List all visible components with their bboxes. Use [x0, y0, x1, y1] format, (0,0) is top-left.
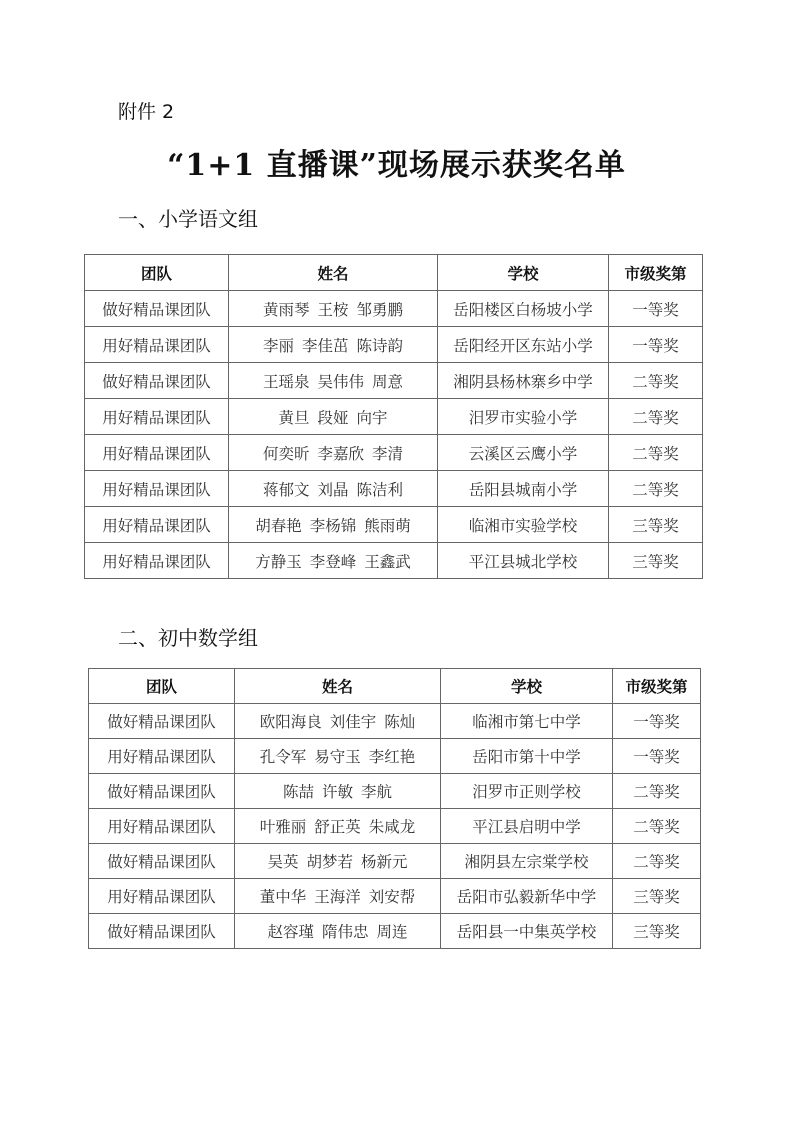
member-name: 周意: [372, 372, 404, 391]
table-row: [85, 399, 703, 435]
member-name: 欧阳海良: [259, 713, 322, 731]
team-cell: 用好精品课团队: [85, 471, 229, 507]
table-row: [85, 363, 703, 399]
column-header-school: 学校: [441, 669, 613, 704]
school-cell: 岳阳经开区东站小学: [438, 327, 609, 363]
award-cell: 二等奖: [613, 844, 701, 879]
school-cell: 临湘市实验学校: [438, 507, 609, 543]
names-cell: [229, 471, 438, 507]
member-name: 杨新元: [361, 853, 408, 871]
member-name: 段娅: [317, 408, 349, 427]
award-cell: 三等奖: [609, 507, 703, 543]
member-name: 李航: [361, 783, 393, 801]
member-name: 方静玉: [255, 552, 302, 571]
table-row: [85, 543, 703, 579]
member-name: 黄雨琴: [262, 300, 310, 319]
member-name: 李红艳: [368, 748, 416, 766]
table-row: [89, 809, 701, 844]
team-cell: 做好精品课团队: [85, 291, 229, 327]
member-name: 董中华: [259, 888, 307, 906]
member-name: 李嘉欣: [317, 444, 364, 463]
table-header-row: [89, 669, 701, 704]
award-cell: 三等奖: [609, 543, 703, 579]
column-header-award: 市级奖第: [609, 255, 703, 291]
award-cell: 二等奖: [609, 471, 703, 507]
school-cell: 岳阳县一中集英学校: [441, 914, 613, 949]
member-name: 舒正英: [314, 818, 361, 836]
column-header-school: 学校: [438, 255, 609, 291]
school-cell: 云溪区云鹰小学: [438, 435, 609, 471]
team-cell: 做好精品课团队: [85, 363, 229, 399]
team-cell: 用好精品课团队: [89, 879, 235, 914]
member-name: 陈喆: [282, 783, 314, 801]
column-header-team: 团队: [85, 255, 229, 291]
school-cell: 湘阴县左宗棠学校: [441, 844, 613, 879]
award-cell: 二等奖: [609, 399, 703, 435]
award-cell: 二等奖: [609, 363, 703, 399]
award-cell: 三等奖: [613, 879, 701, 914]
member-name: 赵容瑾: [267, 923, 314, 941]
member-name: 熊雨萌: [364, 516, 411, 535]
table-row: [89, 704, 701, 739]
names-cell: [229, 435, 438, 471]
section-heading-primary-chinese: 一、小学语文组: [118, 207, 258, 231]
school-cell: 湘阴县杨林寨乡中学: [438, 363, 609, 399]
names-cell: [229, 291, 438, 327]
member-name: 李清: [372, 444, 404, 463]
member-name: 胡春艳: [255, 516, 302, 535]
names-cell: [229, 543, 438, 579]
member-name: 王桉: [317, 300, 349, 319]
member-name: 陈诗韵: [356, 336, 404, 355]
table-row: [89, 879, 701, 914]
column-header-team: 团队: [89, 669, 235, 704]
award-cell: 一等奖: [613, 704, 701, 739]
school-cell: 岳阳市弘毅新华中学: [441, 879, 613, 914]
team-cell: 做好精品课团队: [89, 914, 235, 949]
names-cell: [235, 809, 441, 844]
names-cell: [229, 399, 438, 435]
award-cell: 三等奖: [613, 914, 701, 949]
award-cell: 二等奖: [609, 435, 703, 471]
attachment-label: 附件 2: [118, 101, 175, 123]
member-name: 陈灿: [384, 713, 416, 731]
school-cell: 岳阳楼区白杨坡小学: [438, 291, 609, 327]
award-cell: 二等奖: [613, 809, 701, 844]
document-title: “1+1 直播课”现场展示获奖名单: [167, 148, 626, 183]
award-cell: 一等奖: [613, 739, 701, 774]
school-cell: 临湘市第七中学: [441, 704, 613, 739]
column-header-award: 市级奖第: [613, 669, 701, 704]
table-row: [85, 507, 703, 543]
member-name: 刘佳宇: [329, 713, 377, 731]
member-name: 向宇: [356, 408, 388, 427]
names-cell: [235, 879, 441, 914]
member-name: 李杨锦: [309, 516, 357, 535]
table-row: [89, 739, 701, 774]
member-name: 黄旦: [278, 408, 310, 427]
table-row: [89, 774, 701, 809]
table-header-row: [85, 255, 703, 291]
award-table-junior-math: [88, 668, 701, 949]
table-row: [89, 914, 701, 949]
team-cell: 用好精品课团队: [85, 399, 229, 435]
table-row: [85, 291, 703, 327]
names-cell: [235, 774, 441, 809]
award-cell: 二等奖: [613, 774, 701, 809]
column-header-names: 姓名: [229, 255, 438, 291]
names-cell: [235, 739, 441, 774]
table-row: [89, 844, 701, 879]
member-name: 李登峰: [309, 552, 357, 571]
names-cell: [229, 507, 438, 543]
member-name: 吴伟伟: [317, 372, 364, 391]
table-row: [85, 471, 703, 507]
member-name: 隋伟忠: [321, 923, 369, 941]
team-cell: 做好精品课团队: [89, 774, 235, 809]
team-cell: 用好精品课团队: [85, 507, 229, 543]
table-row: [85, 435, 703, 471]
member-name: 叶雅丽: [259, 818, 307, 836]
award-cell: 一等奖: [609, 291, 703, 327]
member-name: 周连: [376, 923, 408, 941]
member-name: 李丽: [262, 336, 294, 355]
school-cell: 平江县城北学校: [438, 543, 609, 579]
team-cell: 用好精品课团队: [89, 809, 235, 844]
member-name: 吴英: [267, 853, 299, 871]
names-cell: [229, 363, 438, 399]
school-cell: 汨罗市实验小学: [438, 399, 609, 435]
member-name: 孔令军: [259, 748, 307, 766]
member-name: 蒋郁文: [262, 480, 310, 499]
member-name: 胡梦若: [306, 853, 353, 871]
names-cell: [235, 914, 441, 949]
member-name: 朱咸龙: [368, 818, 416, 836]
team-cell: 用好精品课团队: [85, 435, 229, 471]
school-cell: 汨罗市正则学校: [441, 774, 613, 809]
member-name: 王鑫武: [364, 552, 411, 571]
member-name: 李佳茁: [301, 336, 349, 355]
team-cell: 用好精品课团队: [85, 327, 229, 363]
table-row: [85, 327, 703, 363]
member-name: 陈洁利: [356, 480, 404, 499]
column-header-names: 姓名: [235, 669, 441, 704]
school-cell: 平江县启明中学: [441, 809, 613, 844]
member-name: 刘安帮: [368, 888, 416, 906]
member-name: 王海洋: [314, 888, 361, 906]
member-name: 许敏: [321, 783, 353, 801]
team-cell: 用好精品课团队: [85, 543, 229, 579]
school-cell: 岳阳县城南小学: [438, 471, 609, 507]
school-cell: 岳阳市第十中学: [441, 739, 613, 774]
member-name: 王瑶泉: [262, 372, 310, 391]
names-cell: [235, 844, 441, 879]
member-name: 邹勇鹏: [356, 300, 404, 319]
member-name: 何奕昕: [262, 444, 310, 463]
team-cell: 做好精品课团队: [89, 844, 235, 879]
names-cell: [235, 704, 441, 739]
team-cell: 用好精品课团队: [89, 739, 235, 774]
team-cell: 做好精品课团队: [89, 704, 235, 739]
member-name: 刘晶: [317, 480, 349, 499]
member-name: 易守玉: [314, 748, 361, 766]
award-cell: 一等奖: [609, 327, 703, 363]
names-cell: [229, 327, 438, 363]
award-table-primary-chinese: [84, 254, 703, 579]
section-heading-junior-math: 二、初中数学组: [118, 626, 258, 650]
